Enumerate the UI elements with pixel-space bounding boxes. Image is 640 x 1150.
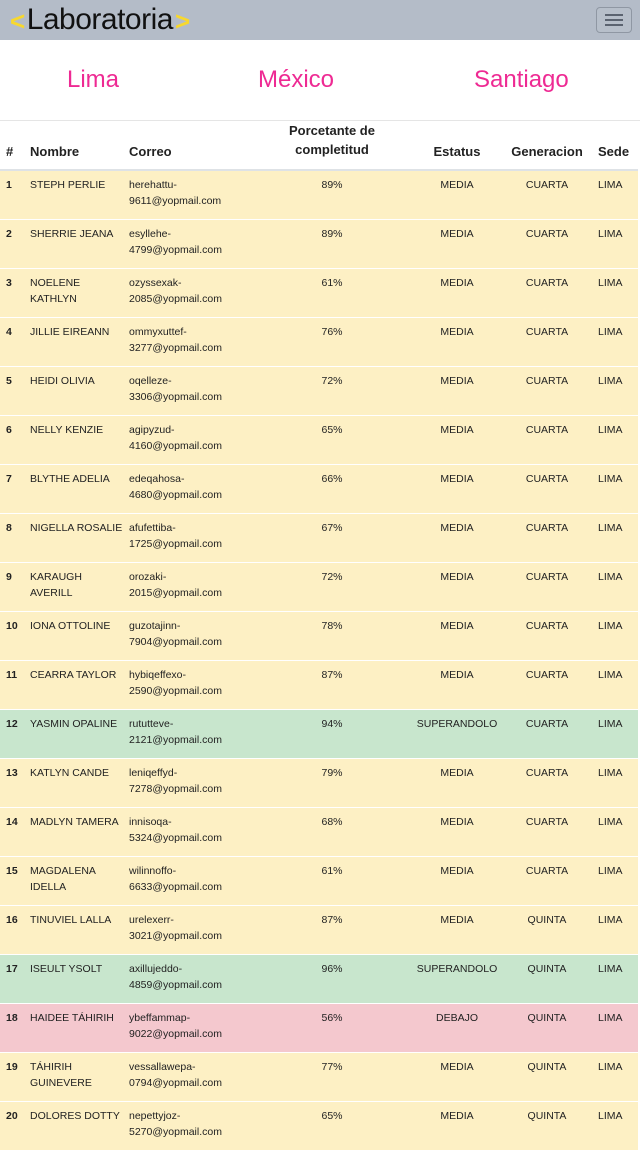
sede-cell: LIMA — [592, 906, 638, 955]
student-name: KATLYN CANDE — [27, 759, 124, 808]
completion-percent: 61% — [252, 269, 412, 318]
email-part: urelexerr- — [129, 912, 251, 928]
student-name: NIGELLA ROSALIE — [27, 514, 124, 563]
city-link-mexico[interactable]: México — [258, 66, 334, 94]
table-row — [0, 367, 638, 416]
email-part: 9611@yopmail.com — [129, 193, 251, 209]
sede-cell: LIMA — [592, 612, 638, 661]
student-name: YASMIN OPALINE — [27, 710, 124, 759]
email-part: 4799@yopmail.com — [129, 242, 251, 258]
completion-percent: 68% — [252, 808, 412, 857]
generation-cell: CUARTA — [502, 563, 592, 612]
header-name: Nombre — [27, 121, 124, 170]
student-email — [124, 563, 252, 612]
sede-cell: LIMA — [592, 1053, 638, 1102]
table-row — [0, 906, 638, 955]
city-link-santiago[interactable]: Santiago — [474, 66, 569, 94]
generation-cell: CUARTA — [502, 170, 592, 220]
sede-cell: LIMA — [592, 465, 638, 514]
student-email — [124, 1004, 252, 1053]
row-number: 9 — [0, 563, 27, 612]
sede-cell: LIMA — [592, 563, 638, 612]
hamburger-icon — [605, 19, 623, 21]
row-number: 11 — [0, 661, 27, 710]
email-part: 7904@yopmail.com — [129, 634, 251, 650]
generation-cell: QUINTA — [502, 1004, 592, 1053]
status-cell: MEDIA — [412, 563, 502, 612]
status-cell: MEDIA — [412, 661, 502, 710]
student-name: NELLY KENZIE — [27, 416, 124, 465]
email-part: 2590@yopmail.com — [129, 683, 251, 699]
status-cell: MEDIA — [412, 906, 502, 955]
student-email — [124, 955, 252, 1004]
table-row — [0, 857, 638, 906]
student-email — [124, 367, 252, 416]
status-cell: DEBAJO — [412, 1004, 502, 1053]
table-row — [0, 661, 638, 710]
email-part: 4859@yopmail.com — [129, 977, 251, 993]
header-status: Estatus — [412, 121, 502, 170]
status-cell: MEDIA — [412, 759, 502, 808]
student-name: DOLORES DOTTY — [27, 1102, 124, 1150]
sede-cell: LIMA — [592, 759, 638, 808]
student-email — [124, 857, 252, 906]
student-email — [124, 808, 252, 857]
table-row — [0, 1053, 638, 1102]
row-number: 19 — [0, 1053, 27, 1102]
table-row — [0, 1102, 638, 1150]
email-part: orozaki- — [129, 569, 251, 585]
table-row — [0, 563, 638, 612]
brand-logo[interactable] — [8, 0, 192, 40]
email-part: ozyssexak- — [129, 275, 251, 291]
header-completion: Porcetante de completitud — [252, 121, 412, 170]
completion-percent: 87% — [252, 661, 412, 710]
table-row — [0, 514, 638, 563]
row-number: 17 — [0, 955, 27, 1004]
email-part: agipyzud- — [129, 422, 251, 438]
row-number: 3 — [0, 269, 27, 318]
email-part: ybeffammap- — [129, 1010, 251, 1026]
email-part: guzotajinn- — [129, 618, 251, 634]
email-part: 5270@yopmail.com — [129, 1124, 251, 1140]
hamburger-icon — [605, 24, 623, 26]
status-cell: MEDIA — [412, 220, 502, 269]
student-email — [124, 1053, 252, 1102]
table-row — [0, 710, 638, 759]
row-number: 10 — [0, 612, 27, 661]
brand-name: Laboratoria — [27, 3, 173, 37]
status-cell: MEDIA — [412, 269, 502, 318]
status-cell: MEDIA — [412, 857, 502, 906]
generation-cell: CUARTA — [502, 612, 592, 661]
completion-percent: 94% — [252, 710, 412, 759]
sede-cell: LIMA — [592, 367, 638, 416]
email-part: ommyxuttef- — [129, 324, 251, 340]
table-row — [0, 220, 638, 269]
student-name: TÁHIRIH GUINEVERE — [27, 1053, 124, 1102]
row-number: 14 — [0, 808, 27, 857]
menu-toggle-button[interactable] — [596, 7, 632, 33]
completion-percent: 87% — [252, 906, 412, 955]
completion-percent: 78% — [252, 612, 412, 661]
email-part: 3277@yopmail.com — [129, 340, 251, 356]
completion-percent: 65% — [252, 416, 412, 465]
email-part: 6633@yopmail.com — [129, 879, 251, 895]
row-number: 2 — [0, 220, 27, 269]
status-cell: MEDIA — [412, 1053, 502, 1102]
sede-cell: LIMA — [592, 1102, 638, 1150]
completion-percent: 76% — [252, 318, 412, 367]
email-part: 4680@yopmail.com — [129, 487, 251, 503]
email-part: 2015@yopmail.com — [129, 585, 251, 601]
sede-cell: LIMA — [592, 955, 638, 1004]
header-sede: Sede — [592, 121, 638, 170]
student-email — [124, 759, 252, 808]
header-email: Correo — [124, 121, 252, 170]
status-cell: MEDIA — [412, 318, 502, 367]
completion-percent: 89% — [252, 220, 412, 269]
student-email — [124, 661, 252, 710]
table-row — [0, 416, 638, 465]
completion-percent: 61% — [252, 857, 412, 906]
sede-cell: LIMA — [592, 170, 638, 220]
status-cell: MEDIA — [412, 612, 502, 661]
sede-cell: LIMA — [592, 808, 638, 857]
navbar — [0, 0, 640, 40]
table-row — [0, 759, 638, 808]
table-row — [0, 465, 638, 514]
table-row — [0, 612, 638, 661]
row-number: 6 — [0, 416, 27, 465]
email-part: 5324@yopmail.com — [129, 830, 251, 846]
status-cell: MEDIA — [412, 170, 502, 220]
hamburger-icon — [605, 14, 623, 16]
email-part: herehattu- — [129, 177, 251, 193]
generation-cell: CUARTA — [502, 416, 592, 465]
generation-cell: CUARTA — [502, 465, 592, 514]
student-name: BLYTHE ADELIA — [27, 465, 124, 514]
table-row — [0, 955, 638, 1004]
row-number: 7 — [0, 465, 27, 514]
sede-cell: LIMA — [592, 318, 638, 367]
row-number: 4 — [0, 318, 27, 367]
email-part: 3021@yopmail.com — [129, 928, 251, 944]
row-number: 12 — [0, 710, 27, 759]
student-email — [124, 318, 252, 367]
student-email — [124, 170, 252, 220]
email-part: innisoqa- — [129, 814, 251, 830]
student-email — [124, 906, 252, 955]
email-part: 0794@yopmail.com — [129, 1075, 251, 1091]
table-row — [0, 170, 638, 220]
status-cell: MEDIA — [412, 514, 502, 563]
completion-percent: 89% — [252, 170, 412, 220]
email-part: wilinnoffo- — [129, 863, 251, 879]
generation-cell: CUARTA — [502, 857, 592, 906]
student-name: ISEULT YSOLT — [27, 955, 124, 1004]
status-cell: MEDIA — [412, 367, 502, 416]
email-part: esyllehe- — [129, 226, 251, 242]
email-part: 4160@yopmail.com — [129, 438, 251, 454]
header-number: # — [0, 121, 27, 170]
student-name: TINUVIEL LALLA — [27, 906, 124, 955]
row-number: 18 — [0, 1004, 27, 1053]
email-part: 3306@yopmail.com — [129, 389, 251, 405]
sede-cell: LIMA — [592, 416, 638, 465]
completion-percent: 67% — [252, 514, 412, 563]
table-row — [0, 318, 638, 367]
student-name: IONA OTTOLINE — [27, 612, 124, 661]
email-part: edeqahosa- — [129, 471, 251, 487]
logo-left-chevron: < — [10, 6, 25, 37]
student-email — [124, 416, 252, 465]
city-nav — [0, 40, 640, 121]
row-number: 20 — [0, 1102, 27, 1150]
student-name: SHERRIE JEANA — [27, 220, 124, 269]
generation-cell: QUINTA — [502, 1053, 592, 1102]
completion-percent: 65% — [252, 1102, 412, 1150]
completion-percent: 79% — [252, 759, 412, 808]
email-part: axillujeddo- — [129, 961, 251, 977]
sede-cell: LIMA — [592, 1004, 638, 1053]
generation-cell: QUINTA — [502, 906, 592, 955]
table-row — [0, 808, 638, 857]
generation-cell: CUARTA — [502, 220, 592, 269]
student-name: MAGDALENA IDELLA — [27, 857, 124, 906]
email-part: 2121@yopmail.com — [129, 732, 251, 748]
email-part: oqelleze- — [129, 373, 251, 389]
sede-cell: LIMA — [592, 220, 638, 269]
table-row — [0, 269, 638, 318]
generation-cell: CUARTA — [502, 514, 592, 563]
student-name: NOELENE KATHLYN — [27, 269, 124, 318]
completion-percent: 96% — [252, 955, 412, 1004]
student-name: KARAUGH AVERILL — [27, 563, 124, 612]
student-email — [124, 465, 252, 514]
row-number: 15 — [0, 857, 27, 906]
generation-cell: CUARTA — [502, 808, 592, 857]
table-header-row — [0, 121, 638, 170]
email-part: afufettiba- — [129, 520, 251, 536]
student-email — [124, 710, 252, 759]
sede-cell: LIMA — [592, 269, 638, 318]
student-email — [124, 269, 252, 318]
email-part: hybiqeffexo- — [129, 667, 251, 683]
student-name: HEIDI OLIVIA — [27, 367, 124, 416]
status-cell: MEDIA — [412, 465, 502, 514]
student-email — [124, 514, 252, 563]
city-link-lima[interactable]: Lima — [67, 66, 119, 94]
email-part: 7278@yopmail.com — [129, 781, 251, 797]
status-cell: SUPERANDOLO — [412, 955, 502, 1004]
generation-cell: QUINTA — [502, 1102, 592, 1150]
row-number: 16 — [0, 906, 27, 955]
student-name: MADLYN TAMERA — [27, 808, 124, 857]
email-part: leniqeffyd- — [129, 765, 251, 781]
generation-cell: CUARTA — [502, 661, 592, 710]
generation-cell: CUARTA — [502, 318, 592, 367]
student-name: STEPH PERLIE — [27, 170, 124, 220]
completion-percent: 77% — [252, 1053, 412, 1102]
student-email — [124, 220, 252, 269]
row-number: 8 — [0, 514, 27, 563]
sede-cell: LIMA — [592, 710, 638, 759]
email-part: 9022@yopmail.com — [129, 1026, 251, 1042]
status-cell: MEDIA — [412, 1102, 502, 1150]
generation-cell: CUARTA — [502, 759, 592, 808]
email-part: 1725@yopmail.com — [129, 536, 251, 552]
logo-right-chevron: > — [175, 6, 190, 37]
table-row — [0, 1004, 638, 1053]
row-number: 13 — [0, 759, 27, 808]
completion-percent: 56% — [252, 1004, 412, 1053]
student-email — [124, 612, 252, 661]
status-cell: SUPERANDOLO — [412, 710, 502, 759]
status-cell: MEDIA — [412, 808, 502, 857]
email-part: vessallawepa- — [129, 1059, 251, 1075]
generation-cell: CUARTA — [502, 367, 592, 416]
email-part: rututteve- — [129, 716, 251, 732]
status-cell: MEDIA — [412, 416, 502, 465]
completion-percent: 72% — [252, 367, 412, 416]
student-name: JILLIE EIREANN — [27, 318, 124, 367]
generation-cell: QUINTA — [502, 955, 592, 1004]
email-part: nepettyjoz- — [129, 1108, 251, 1124]
completion-percent: 66% — [252, 465, 412, 514]
sede-cell: LIMA — [592, 514, 638, 563]
generation-cell: CUARTA — [502, 269, 592, 318]
sede-cell: LIMA — [592, 857, 638, 906]
email-part: 2085@yopmail.com — [129, 291, 251, 307]
row-number: 5 — [0, 367, 27, 416]
student-email — [124, 1102, 252, 1150]
student-name: CEARRA TAYLOR — [27, 661, 124, 710]
sede-cell: LIMA — [592, 661, 638, 710]
student-name: HAIDEE TÁHIRIH — [27, 1004, 124, 1053]
completion-percent: 72% — [252, 563, 412, 612]
row-number: 1 — [0, 170, 27, 220]
generation-cell: CUARTA — [502, 710, 592, 759]
students-table — [0, 121, 638, 1150]
header-generation: Generacion — [502, 121, 592, 170]
